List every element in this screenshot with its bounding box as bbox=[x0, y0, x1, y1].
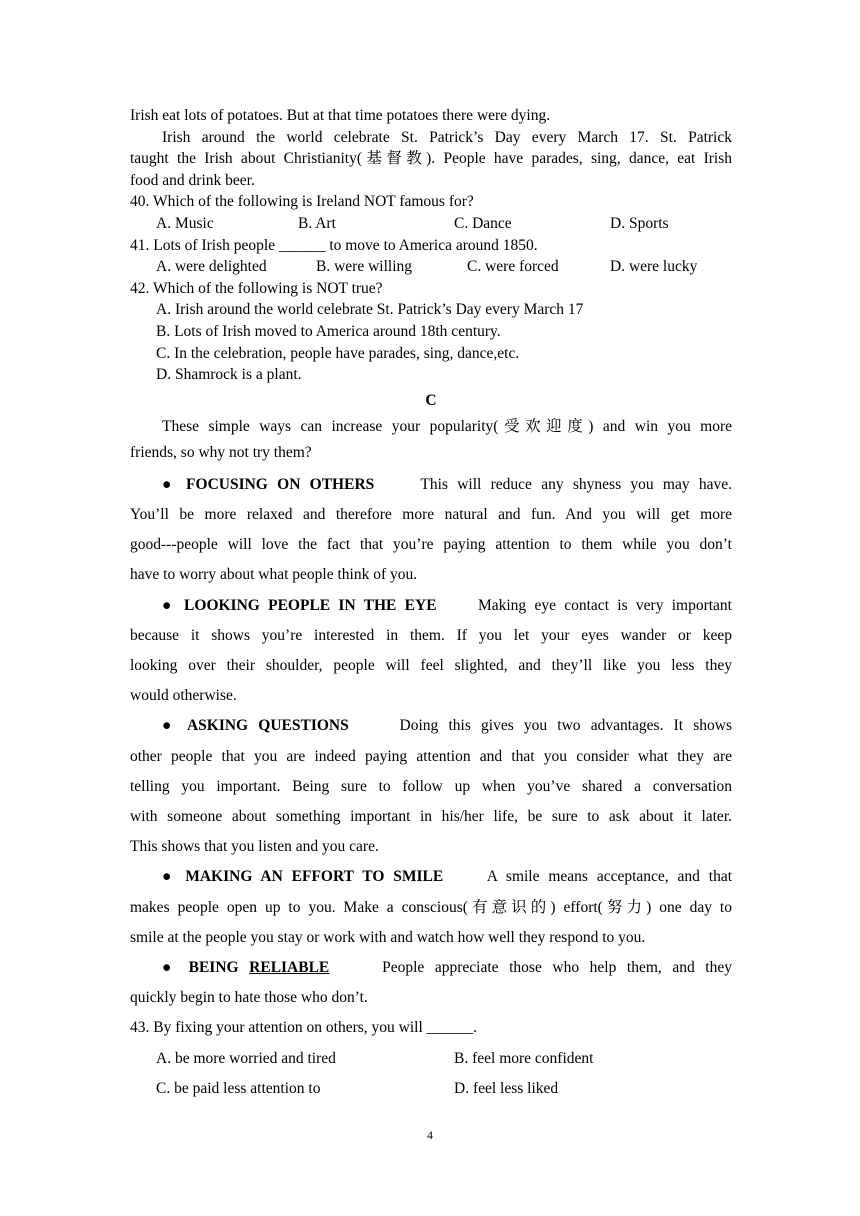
tip-line: because it shows you’re interested in them. If you let your eyes wander or keep bbox=[130, 626, 732, 644]
question-43-stem: 43. By fixing your attention on others, you will ______. bbox=[130, 1019, 478, 1037]
document-page bbox=[130, 105, 732, 1104]
option-c: C. Dance bbox=[454, 214, 512, 232]
tip-line: have to worry about what people think of you. bbox=[130, 566, 418, 584]
tip-line: makes people open up to you. Make a conscious(有意识的) effort(努力) one day to bbox=[130, 898, 732, 916]
question-43-options-row-1 bbox=[130, 1044, 732, 1074]
tip-line: You’ll be more relaxed and therefore more natural and fun. And you will get more bbox=[130, 505, 732, 523]
tip-title: ● LOOKING PEOPLE IN THE EYE bbox=[162, 596, 437, 614]
tip-first-line bbox=[130, 470, 732, 500]
question-42-stem: 42. Which of the following is NOT true? bbox=[130, 279, 383, 297]
tip-line: smile at the people you stay or work with and watch how well they respond to you. bbox=[130, 928, 646, 946]
question-43-options-row-2 bbox=[130, 1074, 732, 1104]
question-40-stem: 40. Which of the following is Ireland NOT famous for? bbox=[130, 193, 474, 211]
option-d: D. were lucky bbox=[610, 258, 698, 276]
tip-text: People appreciate those who help them, and they bbox=[382, 958, 732, 976]
question-41-options bbox=[130, 256, 732, 278]
tip-title bbox=[162, 959, 329, 976]
option-b: B. Art bbox=[298, 214, 336, 232]
section-heading: C bbox=[425, 391, 437, 409]
passage-line: friends, so why not try them? bbox=[130, 443, 312, 461]
tip-line: This shows that you listen and you care. bbox=[130, 838, 379, 856]
tip-first-line bbox=[130, 711, 732, 741]
option-c: C. were forced bbox=[467, 258, 559, 276]
tip-line: good---people will love the fact that you’re paying attention to them while you don’t bbox=[130, 536, 732, 554]
passage-line: These simple ways can increase your popularity(受欢迎度) and win you more bbox=[162, 417, 732, 435]
option-a: A. were delighted bbox=[156, 258, 267, 276]
option-b: B. feel more confident bbox=[454, 1049, 594, 1067]
tip-line: telling you important. Being sure to follow up when you’ve shared a conversation bbox=[130, 777, 732, 795]
tip-title: ● ASKING QUESTIONS bbox=[162, 717, 349, 735]
tip-line: with someone about something important in his/her life, be sure to ask about it later. bbox=[130, 807, 732, 825]
option-b: B. Lots of Irish moved to America around 18th century. bbox=[156, 322, 501, 340]
tip-title: ● MAKING AN EFFORT TO SMILE bbox=[162, 868, 444, 886]
option-c: C. In the celebration, people have parades, sing, dance,etc. bbox=[156, 344, 520, 362]
tip-text: This will reduce any shyness you may have. bbox=[420, 475, 732, 493]
passage-line: Irish eat lots of potatoes. But at that time potatoes there were dying. bbox=[130, 107, 551, 124]
page-number: 4 bbox=[427, 1128, 433, 1142]
tip-title-underlined: RELIABLE bbox=[249, 958, 330, 976]
passage-line: taught the Irish about Christianity(基督教). People have parades, sing, dance, eat Irish bbox=[130, 150, 732, 168]
tip-line: would otherwise. bbox=[130, 687, 237, 705]
option-b: B. were willing bbox=[316, 258, 412, 276]
option-c: C. be paid less attention to bbox=[156, 1079, 321, 1097]
tip-first-line bbox=[130, 953, 732, 983]
tip-line: other people that you are indeed paying attention and that you consider what they are bbox=[130, 747, 732, 765]
tip-title: ● FOCUSING ON OTHERS bbox=[162, 475, 375, 493]
tip-line: quickly begin to hate those who don’t. bbox=[130, 989, 368, 1007]
option-a: A. be more worried and tired bbox=[156, 1049, 336, 1067]
tip-line: looking over their shoulder, people will feel slighted, and they’ll like you less they bbox=[130, 656, 732, 674]
question-40-options bbox=[130, 213, 732, 235]
tip-text: Making eye contact is very important bbox=[477, 596, 732, 614]
passage-line: food and drink beer. bbox=[130, 171, 255, 189]
tip-title-prefix: ● BEING bbox=[162, 958, 250, 976]
option-a: A. Irish around the world celebrate St. Patrick’s Day every March 17 bbox=[156, 301, 584, 319]
tip-first-line bbox=[130, 591, 732, 621]
option-d: D. feel less liked bbox=[454, 1079, 559, 1097]
option-d: D. Shamrock is a plant. bbox=[156, 366, 302, 384]
option-a: A. Music bbox=[156, 214, 214, 232]
passage-line: Irish around the world celebrate St. Patrick’s Day every March 17. St. Patrick bbox=[162, 128, 732, 146]
tip-text: A smile means acceptance, and that bbox=[486, 868, 733, 886]
tip-first-line bbox=[130, 862, 732, 892]
tip-text: Doing this gives you two advantages. It shows bbox=[399, 717, 733, 735]
option-d: D. Sports bbox=[610, 214, 669, 232]
question-41-stem: 41. Lots of Irish people ______ to move to America around 1850. bbox=[130, 236, 538, 254]
